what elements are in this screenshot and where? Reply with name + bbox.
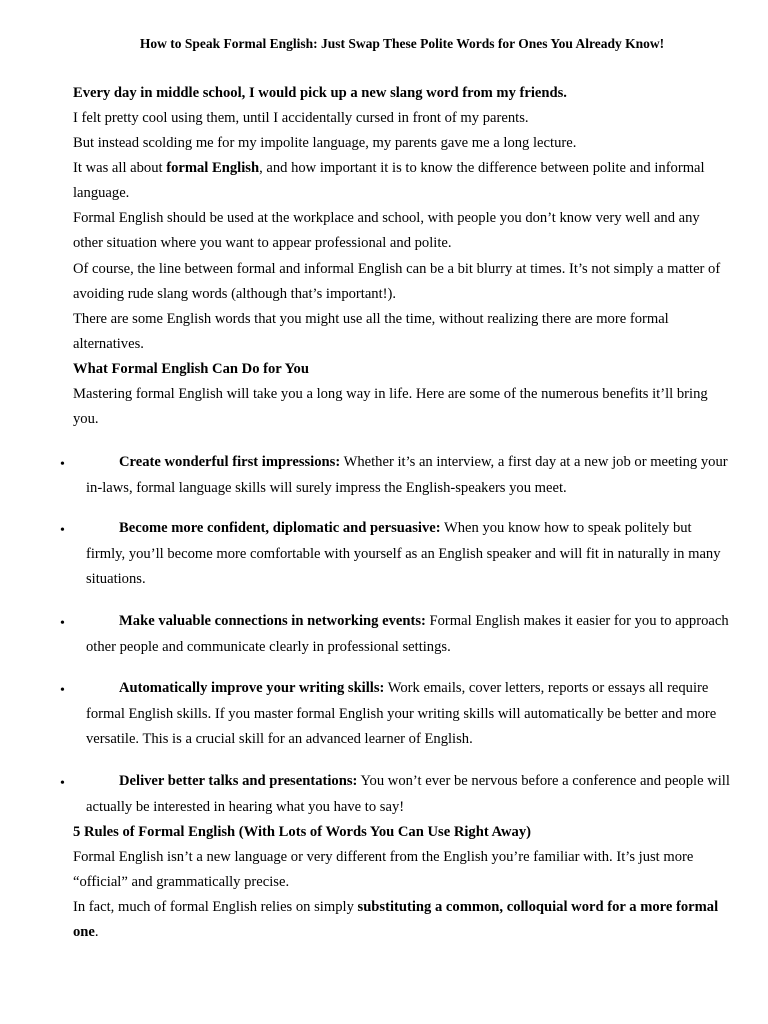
benefit-text: Whether it’s an interview, a first day at a new job or meeting your in-laws, formal language skills will surely impress the English-speakers you meet. xyxy=(86,454,728,496)
benefit-text: You won’t ever be nervous before a conference and people will actually be interested in hearing what you have to say! xyxy=(86,773,730,815)
paragraph-9-post: . xyxy=(94,924,99,941)
benefit-title: Create wonderful first impressions: xyxy=(119,454,341,470)
bullet-dot: • xyxy=(60,457,65,472)
paragraph-8: Formal English isn’t a new language or very different from the English you’re familiar with. It’s just more “official” and grammatically precise. xyxy=(73,849,694,891)
paragraph-3 xyxy=(73,156,723,206)
paragraph-7: Mastering formal English will take you a long way in life. Here are some of the numerous benefits it’ll bring you. xyxy=(73,386,708,428)
paragraph-3-pre: It was all about xyxy=(73,160,167,176)
benefit-title: Automatically improve your writing skills: xyxy=(119,680,385,696)
benefit-text: Formal English makes it easier for you to approach other people and communicate clearly in professional settings. xyxy=(86,613,729,655)
benefit-item xyxy=(86,609,732,660)
benefit-item xyxy=(86,450,732,501)
bullet-dot: • xyxy=(60,683,65,698)
benefit-item xyxy=(86,769,732,820)
heading-5-rules: 5 Rules of Formal English (With Lots of Words You Can Use Right Away) xyxy=(73,824,531,840)
paragraph-4: Formal English should be used at the workplace and school, with people you don’t know very well and any other situation where you want to appear professional and polite. xyxy=(73,210,700,252)
paragraph-9 xyxy=(73,895,723,945)
benefit-title: Deliver better talks and presentations: xyxy=(119,773,358,789)
paragraph-9-bold: substituting a common, colloquial word for a more formal one xyxy=(73,899,719,941)
benefit-text: When you know how to speak politely but firmly, you’ll become more comfortable with yourself as an English speaker and will fit in naturally in many situations. xyxy=(86,520,721,588)
bullet-dot: • xyxy=(60,616,65,631)
benefit-title: Make valuable connections in networking events: xyxy=(119,613,426,629)
benefit-item xyxy=(86,676,732,753)
paragraph-3-post: , and how important it is to know the difference between polite and informal language. xyxy=(73,160,705,202)
paragraph-2: But instead scolding me for my impolite language, my parents gave me a long lecture. xyxy=(73,135,577,151)
paragraph-5: Of course, the line between formal and informal English can be a bit blurry at times. It’s not simply a matter of avoiding rude slang words (although that’s important!). xyxy=(73,261,721,303)
paragraph-3-bold: formal English xyxy=(166,160,260,176)
document-title: How to Speak Formal English: Just Swap These Polite Words for Ones You Already Know! xyxy=(139,36,665,51)
benefit-item xyxy=(86,516,732,593)
paragraph-6: There are some English words that you might use all the time, without realizing there are more formal alternatives. xyxy=(73,311,669,353)
heading-what-formal-english: What Formal English Can Do for You xyxy=(73,361,309,377)
intro-bold-paragraph: Every day in middle school, I would pick up a new slang word from my friends. xyxy=(73,85,567,101)
benefit-title: Become more confident, diplomatic and persuasive: xyxy=(119,520,441,536)
bullet-dot: • xyxy=(60,523,65,538)
paragraph-1: I felt pretty cool using them, until I accidentally cursed in front of my parents. xyxy=(73,110,529,126)
benefit-text: Work emails, cover letters, reports or essays all require formal English skills. If you master formal English your writing skills will automatically be better and more versatile. This is a crucial skill for an advanced learner of English. xyxy=(86,680,717,748)
paragraph-9-pre: In fact, much of formal English relies on simply xyxy=(73,899,358,915)
bullet-dot: • xyxy=(60,776,65,791)
